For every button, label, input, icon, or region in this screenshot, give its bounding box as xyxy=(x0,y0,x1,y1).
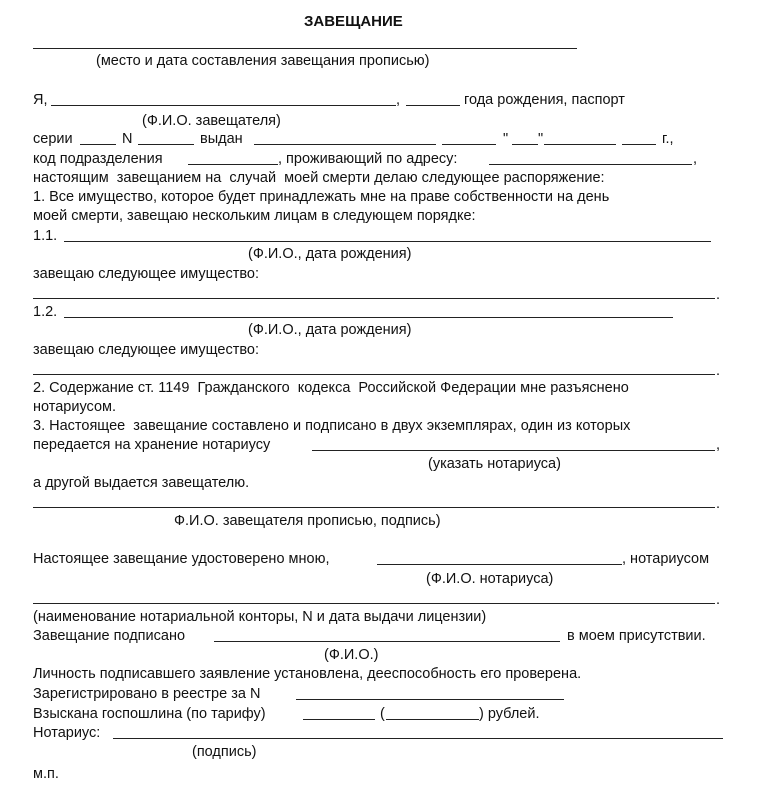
number-label: N xyxy=(122,131,133,147)
quote-close: " xyxy=(538,131,544,147)
heir1-caption: (Ф.И.О., дата рождения) xyxy=(248,246,412,262)
signature-caption: (подпись) xyxy=(192,744,257,760)
item2-line1: 2. Содержание ст. 1149 Гражданского кодекса Российской Федерации мне разъяснено xyxy=(33,380,629,396)
item3-line2: передается на хранение нотариусу xyxy=(33,437,271,453)
property1-line xyxy=(33,298,715,299)
issued-by-line xyxy=(254,144,436,145)
issued-label: выдан xyxy=(200,131,243,147)
issued-by-line-2 xyxy=(442,144,496,145)
notary-name-line xyxy=(312,450,715,451)
rubles-label: ) рублей. xyxy=(479,706,540,722)
fio-caption: (Ф.И.О.) xyxy=(324,647,379,663)
duty-amount-line xyxy=(303,719,375,720)
certified-label: Настоящее завещание удостоверено мною, xyxy=(33,551,330,567)
issue-year-line xyxy=(622,144,656,145)
notary-signature-line xyxy=(113,738,723,739)
notary-caption: (указать нотариуса) xyxy=(428,456,561,472)
period-1: . xyxy=(716,287,721,303)
notary-fio-caption: (Ф.И.О. нотариуса) xyxy=(426,571,554,587)
comma-3: , xyxy=(716,437,721,453)
item11-label: 1.1. xyxy=(33,228,58,244)
bequeath2-label: завещаю следующее имущество: xyxy=(33,342,260,358)
office-caption: (наименование нотариальной конторы, N и дата выдачи лицензии) xyxy=(33,609,487,625)
duty-words-line xyxy=(386,719,479,720)
identity-line: Личность подписавшего заявление установлена, дееспособность его проверена. xyxy=(33,666,582,682)
notary-fio-line xyxy=(377,564,622,565)
notary-suffix: , нотариусом xyxy=(622,551,710,567)
bequeath1-label: завещаю следующее имущество: xyxy=(33,266,260,282)
document-title: ЗАВЕЩАНИЕ xyxy=(304,13,403,30)
registered-label: Зарегистрировано в реестре за N xyxy=(33,686,261,702)
seal-label: м.п. xyxy=(33,766,59,782)
address-line xyxy=(489,164,692,165)
item1-line1: 1. Все имущество, которое будет принадлежать мне на праве собственности на день xyxy=(33,189,610,205)
signed-fio-line xyxy=(214,641,560,642)
series-label: серии xyxy=(33,131,73,147)
item1-line2: моей смерти, завещаю нескольким лицам в следующем порядке: xyxy=(33,208,476,224)
testator-fio-line xyxy=(51,105,396,106)
item12-label: 1.2. xyxy=(33,304,58,320)
series-line xyxy=(80,144,116,145)
dept-code-line xyxy=(188,164,278,165)
period-2: . xyxy=(716,363,721,379)
signed-label: Завещание подписано xyxy=(33,628,186,644)
heir1-line xyxy=(64,241,711,242)
register-number-line xyxy=(296,699,564,700)
issue-month-line xyxy=(544,144,616,145)
office-line xyxy=(33,603,715,604)
presence-label: в моем присутствии. xyxy=(567,628,706,644)
passport-number-line xyxy=(138,144,194,145)
birth-year-line xyxy=(406,105,460,106)
period-4: . xyxy=(716,592,721,608)
period-3: . xyxy=(716,496,721,512)
notary-label: Нотариус: xyxy=(33,725,101,741)
property2-line xyxy=(33,374,715,375)
comma-1: , xyxy=(396,92,401,108)
i-prefix: Я, xyxy=(33,92,48,108)
item2-line2: нотариусом. xyxy=(33,399,117,415)
place-date-caption: (место и дата составления завещания прописью) xyxy=(96,53,430,69)
place-date-line xyxy=(33,48,577,49)
item3-line1: 3. Настоящее завещание составлено и подписано в двух экземплярах, один из которых xyxy=(33,418,631,434)
heir2-caption: (Ф.И.О., дата рождения) xyxy=(248,322,412,338)
disposal-line: настоящим завещанием на случай моей смерти делаю следующее распоряжение: xyxy=(33,170,605,186)
testator-sign-line xyxy=(33,507,715,508)
duty-label: Взыскана госпошлина (по тарифу) xyxy=(33,706,266,722)
testator-fio-caption: (Ф.И.О. завещателя) xyxy=(142,113,281,129)
comma-2: , xyxy=(693,151,698,167)
year-suffix: г., xyxy=(662,131,674,147)
birth-passport-text: года рождения, паспорт xyxy=(464,92,625,108)
residing-label: , проживающий по адресу: xyxy=(278,151,458,167)
other-copy: а другой выдается завещателю. xyxy=(33,475,250,491)
paren-open: ( xyxy=(380,706,385,722)
testator-sign-caption: Ф.И.О. завещателя прописью, подпись) xyxy=(174,513,441,529)
quote-open: " xyxy=(503,131,509,147)
dept-code-label: код подразделения xyxy=(33,151,163,167)
heir2-line xyxy=(64,317,673,318)
issue-day-line xyxy=(512,144,538,145)
